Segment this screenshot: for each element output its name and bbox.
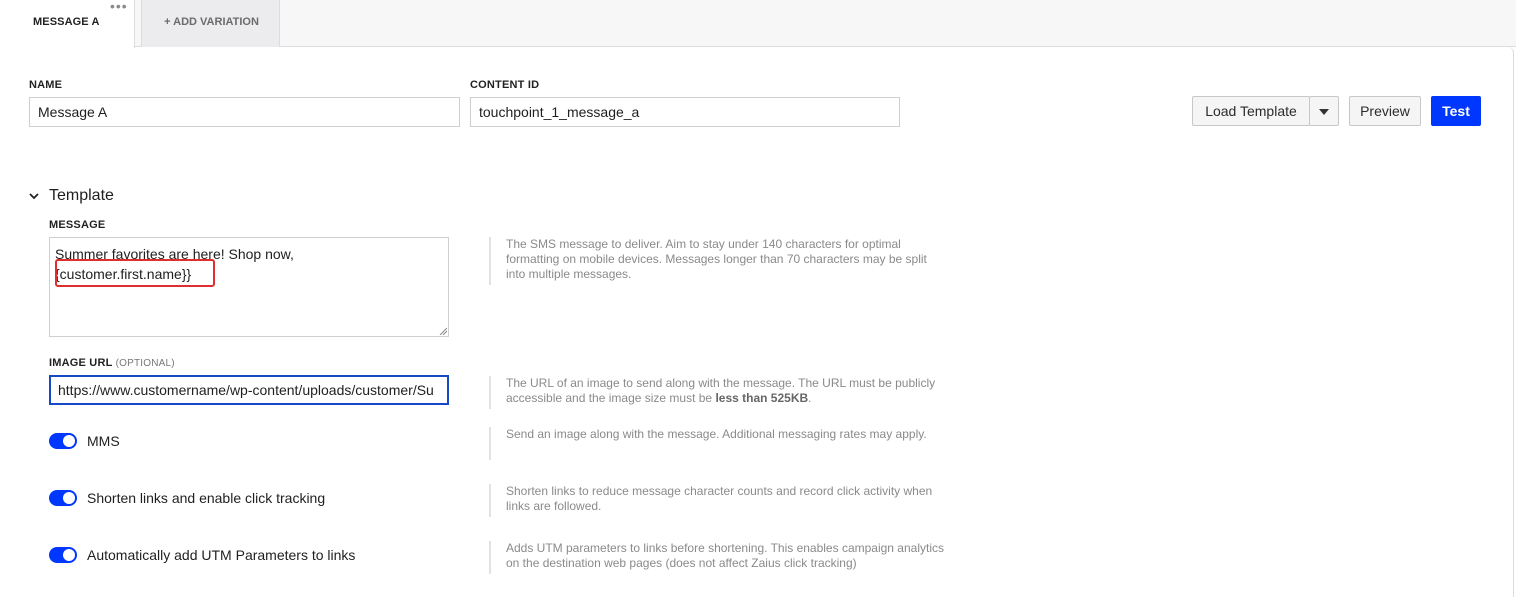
image-url-input[interactable]: https://www.customername/wp-content/uploads/customer/Su bbox=[49, 375, 449, 405]
utm-parameters-help-text: Adds UTM parameters to links before shortening. This enables campaign analytics on the destination web pages (does not affect Zaius click tracking) bbox=[489, 541, 944, 574]
content-id-input[interactable]: touchpoint_1_message_a bbox=[470, 97, 900, 127]
add-variation-label: + ADD VARIATION bbox=[164, 16, 259, 28]
preview-button[interactable]: Preview bbox=[1349, 96, 1421, 126]
image-url-help-bold: less than 525KB bbox=[715, 391, 809, 405]
image-url-label-text: IMAGE URL bbox=[49, 357, 113, 369]
message-label: MESSAGE bbox=[49, 219, 106, 231]
mms-toggle[interactable] bbox=[49, 433, 77, 449]
tab-message-a-label: MESSAGE A bbox=[33, 16, 100, 28]
caret-down-icon bbox=[1319, 109, 1329, 115]
chevron-down-icon bbox=[28, 190, 40, 202]
utm-parameters-toggle[interactable] bbox=[49, 547, 77, 563]
shorten-links-toggle-label: Shorten links and enable click tracking bbox=[87, 490, 326, 506]
toggle-knob bbox=[63, 549, 75, 561]
load-template-button[interactable]: Load Template bbox=[1192, 96, 1310, 126]
resize-grip-icon[interactable] bbox=[439, 327, 447, 335]
message-help-text: The SMS message to deliver. Aim to stay under 140 characters for optimal formatting on mobile devices. Messages longer than 70 characters may be split into multiple messages. bbox=[489, 237, 944, 285]
toggle-knob bbox=[63, 492, 75, 504]
toggle-knob bbox=[63, 435, 75, 447]
test-button[interactable]: Test bbox=[1431, 96, 1481, 126]
name-label: NAME bbox=[29, 79, 63, 91]
shorten-links-help-text: Shorten links to reduce message character counts and record click activity when links are followed. bbox=[489, 484, 944, 517]
mms-help-text: Send an image along with the message. Additional messaging rates may apply. bbox=[489, 427, 944, 460]
name-input[interactable]: Message A bbox=[29, 97, 460, 127]
image-url-help-text bbox=[489, 376, 944, 409]
message-line-2: {customer.first.name}} bbox=[55, 266, 192, 282]
mms-toggle-label: MMS bbox=[87, 433, 120, 449]
image-url-help-suffix: . bbox=[808, 391, 812, 405]
tab-message-a[interactable] bbox=[0, 0, 135, 48]
message-textarea[interactable] bbox=[49, 237, 449, 337]
shorten-links-toggle[interactable] bbox=[49, 490, 77, 506]
utm-parameters-toggle-label: Automatically add UTM Parameters to links bbox=[87, 547, 356, 563]
more-options-icon[interactable]: ••• bbox=[110, 0, 128, 14]
optional-label: (OPTIONAL) bbox=[115, 358, 175, 369]
template-section-title: Template bbox=[49, 187, 114, 204]
content-id-label: CONTENT ID bbox=[470, 79, 540, 91]
highlight-annotation bbox=[55, 259, 215, 287]
add-variation-tab[interactable] bbox=[141, 0, 280, 47]
load-template-dropdown-button[interactable] bbox=[1309, 96, 1339, 126]
message-line-1: Summer favorites are here! Shop now, bbox=[55, 246, 294, 262]
image-url-label bbox=[49, 357, 175, 369]
image-url-help-prefix: The URL of an image to send along with the message. The URL must be publicly accessible and the image size must be bbox=[506, 376, 936, 405]
